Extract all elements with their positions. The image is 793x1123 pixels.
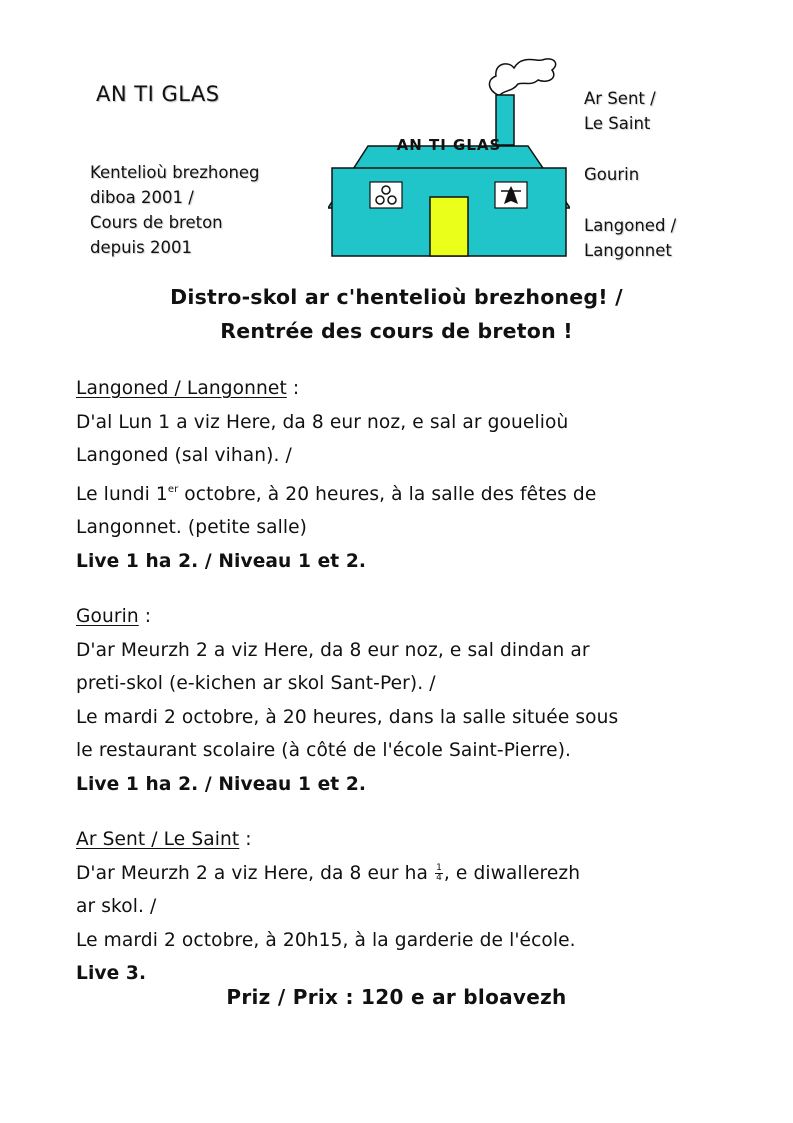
colon: :: [239, 829, 252, 850]
price-text: Priz / Prix : 120 e ar bloavezh: [226, 985, 567, 1009]
door: [430, 197, 468, 256]
french-text: Le mardi 2 octobre, à 20 heures, dans la salle située sous: [76, 706, 619, 728]
location-line: Ar Sent /: [584, 89, 656, 108]
info-line: depuis 2001: [90, 238, 192, 257]
breton-text: Langoned (sal vihan). /: [76, 445, 292, 466]
location-line: Gourin: [584, 165, 640, 184]
info-line: diboa 2001 /: [90, 188, 194, 207]
breton-text: ar skol. /: [76, 896, 157, 917]
french-text: Langonnet. (petite salle): [76, 517, 308, 538]
section-title-text: Langoned / Langonnet: [76, 378, 287, 399]
ordinal-suffix: er: [167, 483, 179, 495]
info-line: Kentelioù brezhoneg: [90, 163, 260, 182]
level-text: Live 3.: [76, 963, 147, 984]
breton-text: preti-skol (e-kichen ar skol Sant-Per). /: [76, 673, 436, 694]
french-text: [76, 473, 756, 512]
course-listing: [76, 372, 756, 1013]
location-line: Le Saint: [584, 114, 651, 133]
fraction-denominator: 4: [436, 872, 442, 883]
french-text: Le mardi 2 octobre, à 20h15, à la garderie de l'école.: [76, 929, 576, 951]
section-langoned: [76, 372, 756, 578]
colon: :: [138, 606, 152, 627]
courses-since-text: [90, 160, 260, 260]
headline: [0, 280, 793, 348]
triskell-icon: [370, 182, 402, 208]
section-gourin: [76, 600, 756, 801]
section-title: [76, 823, 756, 857]
level-text: Live 1 ha 2. / Niveau 1 et 2.: [76, 550, 367, 572]
house-sign-label: AN TI GLAS: [396, 136, 502, 154]
section-title: [76, 600, 756, 634]
location-gourin: [584, 162, 639, 187]
breton-text: D'ar Meurzh 2 a viz Here, da 8 eur noz, e sal dindan ar: [76, 639, 590, 661]
breton-text: D'al Lun 1 a viz Here, da 8 eur noz, e sal ar gouelioù: [76, 411, 569, 433]
info-line: Cours de breton: [90, 213, 223, 232]
headline-french: Rentrée des cours de breton !: [220, 319, 573, 343]
breton-text: [76, 857, 756, 891]
section-title-text: Gourin: [76, 606, 139, 627]
colon: :: [286, 378, 300, 399]
location-line: Langonnet: [584, 241, 672, 260]
breton-text-part: , e diwallerezh: [443, 862, 581, 884]
french-text: le restaurant scolaire (à côté de l'école Saint-Pierre).: [76, 740, 572, 761]
smoke-icon: [489, 59, 555, 95]
fraction: [435, 864, 443, 883]
level-text: Live 1 ha 2. / Niveau 1 et 2.: [76, 773, 367, 795]
location-ar-sent: [584, 86, 656, 136]
section-title: [76, 372, 756, 406]
section-title-text: Ar Sent / Le Saint: [76, 829, 240, 850]
french-text-part: Le lundi 1: [76, 483, 168, 505]
brand-title: AN TI GLAS: [96, 82, 220, 106]
headline-breton: Distro-skol ar c'hentelioù brezhoneg! /: [170, 285, 623, 309]
french-text-part: octobre, à 20 heures, à la salle des fêtes de: [178, 483, 597, 505]
breton-text-part: D'ar Meurzh 2 a viz Here, da 8 eur ha: [76, 862, 435, 884]
ermine-icon: [495, 182, 527, 208]
location-langoned: [584, 213, 676, 263]
fraction-numerator: 1: [436, 862, 442, 873]
section-ar-sent: [76, 823, 756, 991]
location-line: Langoned /: [584, 216, 677, 235]
